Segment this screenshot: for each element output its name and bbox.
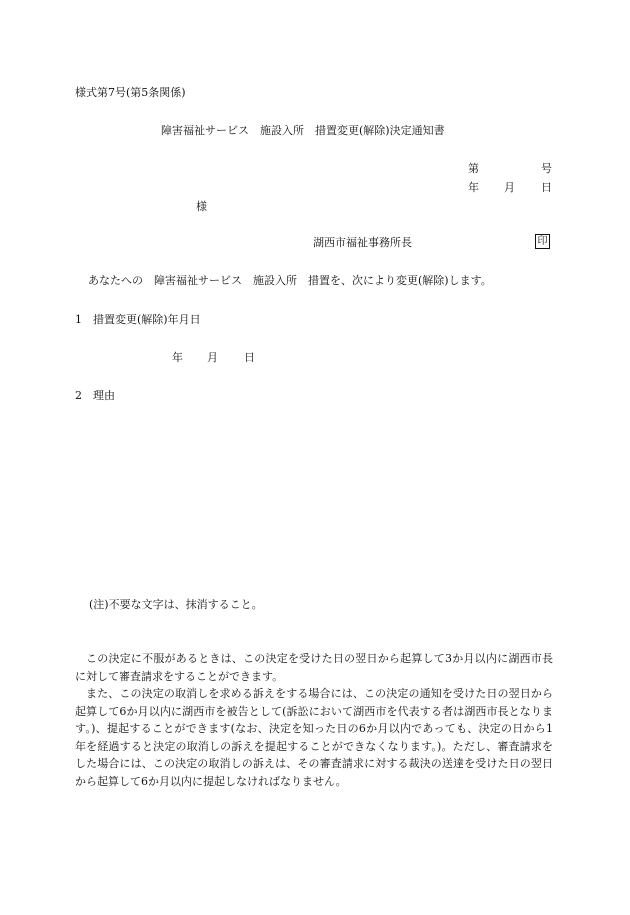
issue-date-month: 月 <box>504 181 515 194</box>
change-date-day: 日 <box>244 351 255 364</box>
number-suffix: 号 <box>541 162 552 175</box>
intro-text: あなたへの 障害福祉サービス 施設入所 措置を、次により変更(解除)します。 <box>88 274 492 287</box>
section-2-heading: 2 理由 <box>75 389 115 402</box>
recipient-honorific: 様 <box>196 200 207 213</box>
number-prefix: 第 <box>468 162 479 175</box>
change-date-month: 月 <box>207 351 218 364</box>
seal-mark: 印 <box>535 234 550 249</box>
change-date-year: 年 <box>172 351 183 364</box>
issue-date-year: 年 <box>468 181 479 194</box>
issuer-name: 湖西市福祉事務所長 <box>313 236 412 249</box>
appeal-paragraph-2: また、この決定の取消しを求める訴えをする場合には、この決定の通知を受けた日の翌日から起算して6か月以内に湖西市を被告として(訴訟において湖西市を代表する者は湖西市長となります。)、提起することができます(なお、決定を知った日の6か月以内であっても、決定の日から1年を経過すると決定の取消しの訴えを提起することができなくなります。)。ただし、審査請求をした場合には、この決定の取消しの訴えは、その審査請求に対する裁決の送達を受けた日の翌日から起算して6か月以内に提起しなければなりません。 <box>75 687 553 788</box>
issue-date-day: 日 <box>541 181 552 194</box>
section-1-heading: 1 措置変更(解除)年月日 <box>75 313 201 326</box>
appeal-paragraph-1: この決定に不服があるときは、この決定を受けた日の翌日から起算して3か月以内に湖西市長に対して審査請求をすることができます。 <box>75 652 553 683</box>
form-label: 様式第7号(第5条関係) <box>75 86 186 99</box>
note-text: (注)不要な文字は、抹消すること。 <box>89 598 263 611</box>
document-title: 障害福祉サービス 施設入所 措置変更(解除)決定通知書 <box>161 124 445 137</box>
